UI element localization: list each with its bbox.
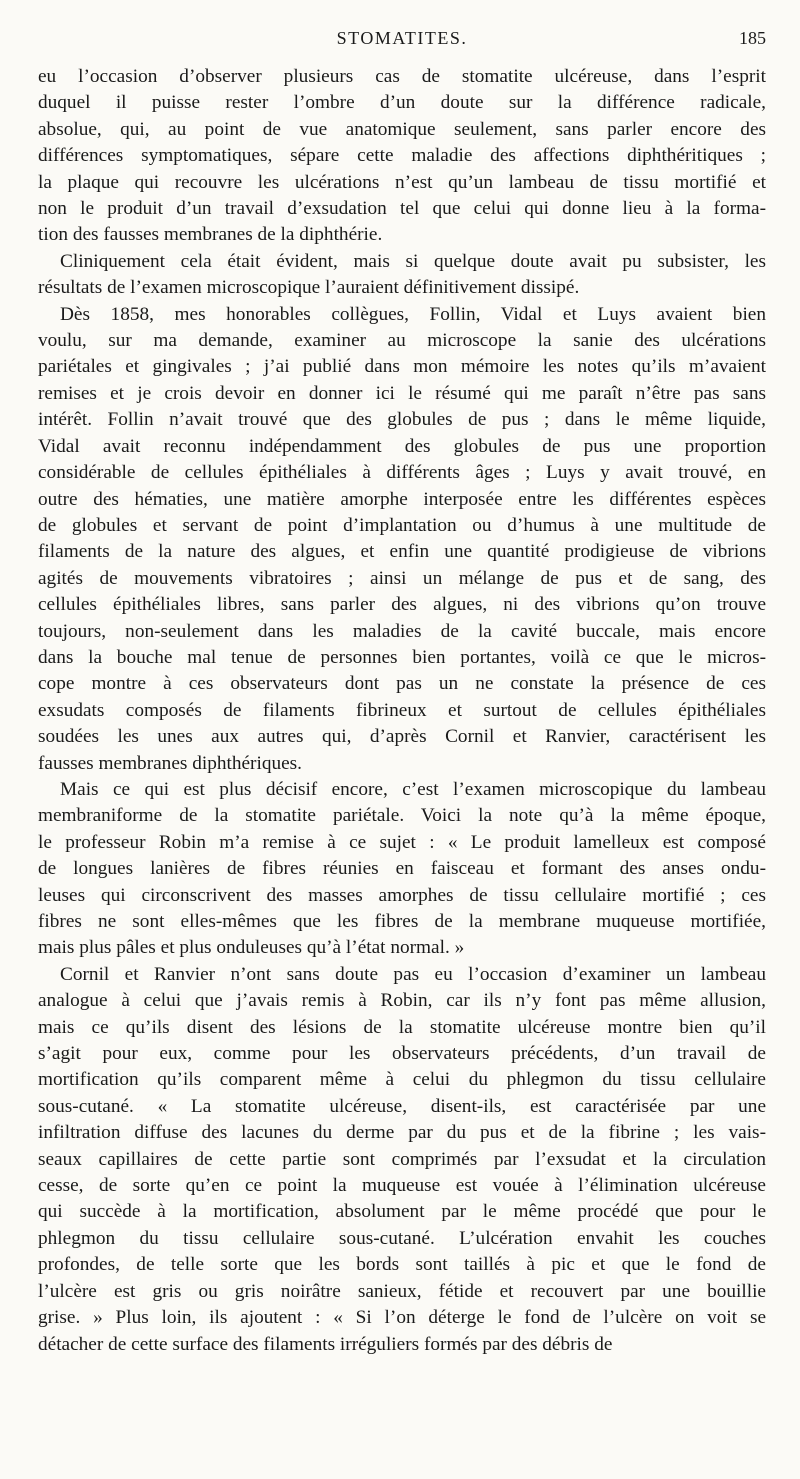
text-line: cellules épithéliales libres, sans parler des algues, ni des vibrions qu’on trouve bbox=[38, 594, 766, 616]
text-line: tion des fausses membranes de la diphthérie. bbox=[38, 224, 383, 246]
text-line: s’agit pour eux, comme pour les observateurs précédents, d’un travail de bbox=[38, 1043, 766, 1065]
text-line: filaments de la nature des algues, et enfin une quantité prodigieuse de vibrions bbox=[38, 541, 766, 563]
text-line: dans la bouche mal tenue de personnes bien portantes, voilà ce que le micros- bbox=[38, 646, 766, 668]
text-line: le professeur Robin m’a remise à ce sujet : « Le produit lamelleux est composé bbox=[38, 831, 766, 853]
text-line: analogue à celui que j’avais remis à Robin, car ils n’y font pas même allusion, bbox=[38, 990, 766, 1012]
text-line: intérêt. Follin n’avait trouvé que des globules de pus ; dans le même liquide, bbox=[38, 409, 766, 431]
running-head: STOMATITES. bbox=[336, 28, 468, 48]
text-line: résultats de l’examen microscopique l’auraient définitivement dissipé. bbox=[38, 277, 580, 299]
paragraph bbox=[38, 777, 766, 962]
text-line: Mais ce qui est plus décisif encore, c’est l’examen microscopique du lambeau bbox=[60, 778, 766, 800]
text-line: cesse, de sorte qu’en ce point la muqueuse est vouée à l’élimination ulcéreuse bbox=[38, 1175, 766, 1197]
text-line: eu l’occasion d’observer plusieurs cas de stomatite ulcéreuse, dans l’esprit bbox=[38, 66, 766, 87]
text-line: Dès 1858, mes honorables collègues, Follin, Vidal et Luys avaient bien bbox=[60, 303, 766, 325]
text-line: exsudats composés de filaments fibrineux et surtout de cellules épithéliales bbox=[38, 699, 766, 721]
text-line: fibres ne sont elles-mêmes que les fibres de la membrane muqueuse mortifiée, bbox=[38, 911, 766, 932]
text-line: considérable de cellules épithéliales à différents âges ; Luys y avait trouvé, en bbox=[38, 462, 766, 484]
page-number: 185 bbox=[739, 28, 766, 48]
text-line: Vidal avait reconnu indépendamment des globules de pus une proportion bbox=[38, 435, 766, 457]
text-line: grise. » Plus loin, ils ajoutent : « Si l’on déterge le fond de l’ulcère on voit se bbox=[38, 1307, 766, 1329]
text-line: de longues lanières de fibres réunies en faisceau et formant des anses ondu- bbox=[38, 858, 766, 880]
body-text bbox=[38, 64, 766, 1358]
text-line: soudées les unes aux autres qui, d’après Cornil et Ranvier, caractérisent les bbox=[38, 726, 766, 748]
text-line: duquel il puisse rester l’ombre d’un doute sur la différence radicale, bbox=[38, 92, 766, 114]
paragraph bbox=[38, 64, 766, 249]
text-line: leuses qui circonscrivent des masses amorphes de tissu cellulaire mortifié ; ces bbox=[38, 884, 766, 906]
page-header bbox=[38, 28, 766, 54]
paragraph bbox=[38, 302, 766, 777]
text-line: Cornil et Ranvier n’ont sans doute pas eu l’occasion d’examiner un lambeau bbox=[60, 963, 766, 985]
text-line: absolue, qui, au point de vue anatomique seulement, sans parler encore des bbox=[38, 118, 766, 140]
text-line: toujours, non-seulement dans les maladies de la cavité buccale, mais encore bbox=[38, 620, 766, 642]
text-line: fausses membranes diphthériques. bbox=[38, 752, 302, 774]
text-line: agités de mouvements vibratoires ; ainsi un mélange de pus et de sang, des bbox=[38, 567, 766, 589]
text-line: non le produit d’un travail d’exsudation tel que celui qui donne lieu à la forma- bbox=[38, 198, 766, 220]
text-line: outre des hématies, une matière amorphe interposée entre les différentes espèces bbox=[38, 488, 766, 510]
text-line: mais ce qu’ils disent des lésions de la stomatite ulcéreuse montre bien qu’il bbox=[38, 1016, 766, 1038]
text-line: sous-cutané. « La stomatite ulcéreuse, disent-ils, est caractérisée par une bbox=[38, 1095, 766, 1117]
text-line: pariétales et gingivales ; j’ai publié dans mon mémoire les notes qu’ils m’avaient bbox=[38, 356, 766, 378]
text-line: membraniforme de la stomatite pariétale. Voici la note qu’à la même époque, bbox=[38, 805, 766, 827]
text-line: de globules et servant de point d’implantation ou d’humus à une multitude de bbox=[38, 514, 766, 536]
text-line: détacher de cette surface des filaments irréguliers formés par des débris de bbox=[38, 1333, 613, 1355]
text-line: phlegmon du tissu cellulaire sous-cutané. L’ulcération envahit les couches bbox=[38, 1227, 766, 1249]
text-line: différences symptomatiques, sépare cette maladie des affections diphthéritiques ; bbox=[38, 145, 766, 167]
text-line: voulu, sur ma demande, examiner au microscope la sanie des ulcérations bbox=[38, 330, 766, 352]
text-line: infiltration diffuse des lacunes du derme par du pus et de la fibrine ; les vais- bbox=[38, 1122, 766, 1144]
text-line: qui succède à la mortification, absolument par le même procédé que pour le bbox=[38, 1201, 766, 1223]
paragraph bbox=[38, 249, 766, 302]
text-line: l’ulcère est gris ou gris noirâtre sanieux, fétide et recouvert par une bouillie bbox=[38, 1280, 766, 1302]
text-line: mortification qu’ils comparent même à celui du phlegmon du tissu cellulaire bbox=[38, 1069, 766, 1091]
text-line: mais plus pâles et plus onduleuses qu’à l’état normal. » bbox=[38, 937, 465, 959]
text-line: seaux capillaires de cette partie sont comprimés par l’exsudat et la circulation bbox=[38, 1148, 766, 1170]
text-line: profondes, de telle sorte que les bords sont taillés à pic et que le fond de bbox=[38, 1254, 766, 1276]
text-line: Cliniquement cela était évident, mais si quelque doute avait pu subsister, les bbox=[60, 250, 766, 272]
text-line: cope montre à ces observateurs dont pas un ne constate la présence de ces bbox=[38, 673, 766, 695]
paragraph bbox=[38, 962, 766, 1358]
text-line: la plaque qui recouvre les ulcérations n’est qu’un lambeau de tissu mortifié et bbox=[38, 171, 766, 193]
text-line: remises et je crois devoir en donner ici le résumé qui me paraît n’être pas sans bbox=[38, 382, 766, 404]
